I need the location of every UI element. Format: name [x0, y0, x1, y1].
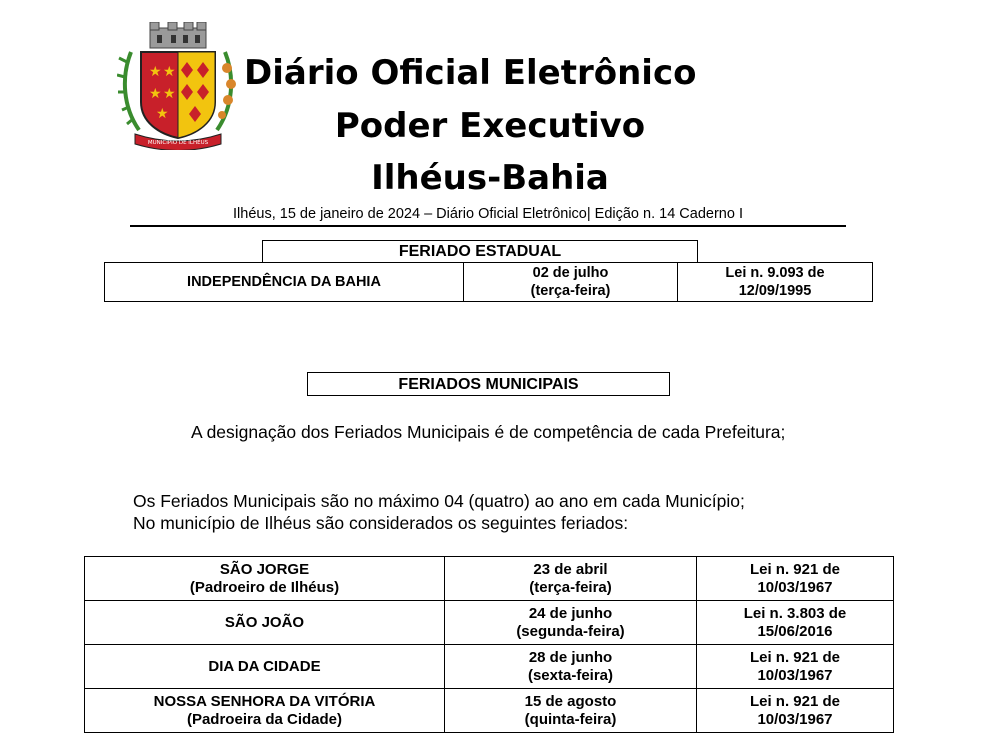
paragraph-competencia: A designação dos Feriados Municipais é de competência de cada Prefeitura;	[191, 422, 786, 442]
holiday-law: Lei n. 3.803 de 15/06/2016	[697, 601, 894, 645]
holiday-date: 15 de agosto (quinta-feira)	[445, 689, 697, 733]
weekday-text: (terça-feira)	[530, 283, 611, 299]
holiday-name: SÃO JORGE (Padroeiro de Ilhéus)	[85, 557, 445, 601]
page-title-line1: Diário Oficial Eletrônico	[244, 53, 697, 93]
holiday-law: Lei n. 921 de 10/03/1967	[697, 689, 894, 733]
table-row	[85, 557, 894, 601]
holiday-law: Lei n. 921 de 10/03/1967	[697, 645, 894, 689]
paragraph-line: No município de Ilhéus são considerados os seguintes feriados:	[133, 513, 629, 533]
table-row	[85, 689, 894, 733]
table-row	[85, 601, 894, 645]
holiday-law: Lei n. 921 de 10/03/1967	[697, 557, 894, 601]
holiday-name: SÃO JOÃO	[85, 601, 445, 645]
svg-text:★: ★	[163, 64, 176, 80]
paragraph-line: Os Feriados Municipais são no máximo 04 (quatro) ao ano em cada Município;	[133, 491, 745, 511]
crest-ribbon-text: MUNICÍPIO DE ILHÉUS	[147, 140, 209, 146]
edition-line: Ilhéus, 15 de janeiro de 2024 – Diário Oficial Eletrônico| Edição n. 14 Caderno I	[130, 203, 846, 227]
date-text: 02 de julho	[532, 265, 609, 281]
holiday-name: INDEPENDÊNCIA DA BAHIA	[105, 263, 464, 302]
svg-text:★: ★	[149, 86, 162, 102]
law-date-text: 12/09/1995	[738, 283, 812, 299]
feriados-municipais-heading: FERIADOS MUNICIPAIS	[307, 372, 670, 396]
svg-text:★: ★	[156, 106, 169, 122]
svg-text:★: ★	[163, 86, 176, 102]
svg-text:★: ★	[149, 64, 162, 80]
holiday-date: 28 de junho (sexta-feira)	[445, 645, 697, 689]
page-title-line3: Ilhéus-Bahia	[371, 158, 609, 198]
feriados-municipais-table	[84, 556, 894, 733]
holiday-date: 24 de junho (segunda-feira)	[445, 601, 697, 645]
table-row	[105, 263, 873, 302]
feriado-estadual-heading: FERIADO ESTADUAL	[262, 240, 698, 263]
law-text: Lei n. 9.093 de	[725, 265, 825, 281]
feriado-estadual-table	[104, 262, 873, 302]
table-row	[85, 645, 894, 689]
holiday-name: NOSSA SENHORA DA VITÓRIA (Padroeira da Cidade)	[85, 689, 445, 733]
holiday-name: DIA DA CIDADE	[85, 645, 445, 689]
holiday-date: 23 de abril (terça-feira)	[445, 557, 697, 601]
paragraph-maximo	[133, 490, 843, 534]
holiday-date	[464, 263, 678, 302]
holiday-law	[678, 263, 873, 302]
page-title-line2: Poder Executivo	[334, 106, 646, 146]
